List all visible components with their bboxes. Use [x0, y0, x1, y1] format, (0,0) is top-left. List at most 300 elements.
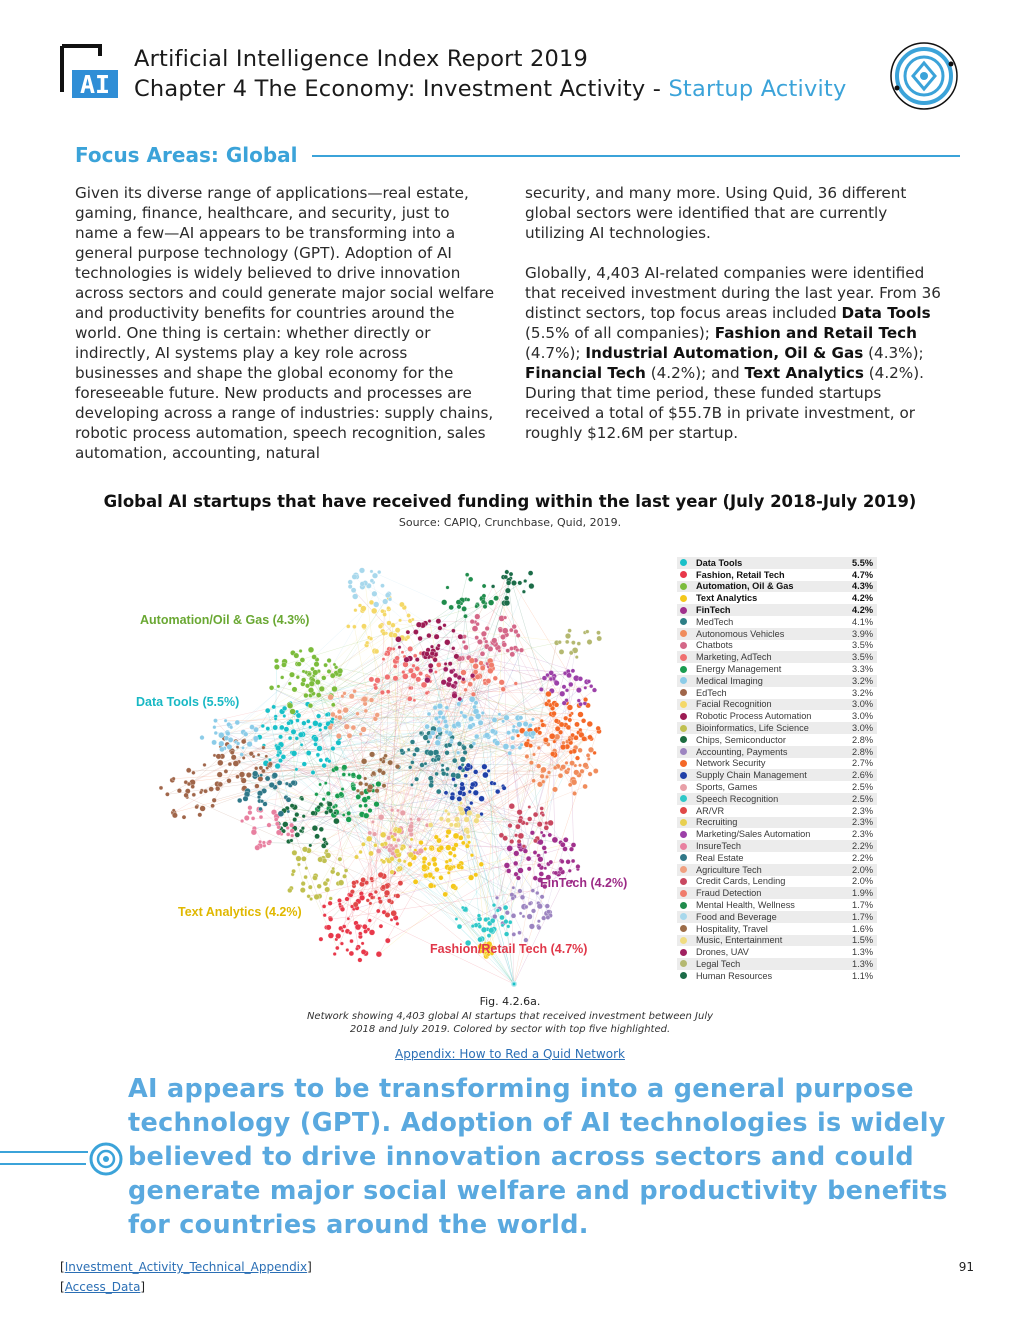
network-node — [416, 677, 421, 682]
network-node — [518, 931, 522, 935]
bracket-close: ] — [140, 1280, 146, 1294]
network-node — [533, 876, 538, 881]
network-node — [327, 669, 331, 673]
network-node — [296, 713, 301, 718]
network-node — [502, 786, 506, 790]
network-node — [184, 780, 188, 784]
network-node — [540, 774, 545, 779]
network-node — [351, 588, 356, 593]
network-node — [301, 856, 306, 861]
network-node — [512, 886, 515, 889]
network-node — [325, 713, 329, 717]
network-node — [469, 696, 475, 702]
legend-row — [677, 852, 877, 864]
network-node — [435, 772, 439, 776]
network-node — [359, 568, 365, 574]
network-node — [236, 775, 240, 779]
network-node — [301, 826, 305, 830]
network-node — [473, 663, 479, 669]
network-node — [503, 836, 508, 841]
p2-bold-fashion: Fashion and Retail Tech — [714, 324, 917, 342]
network-node — [586, 753, 590, 757]
network-node — [353, 689, 357, 693]
network-node — [331, 746, 336, 751]
network-node — [370, 570, 373, 573]
network-node — [544, 737, 549, 742]
network-node — [409, 832, 414, 837]
network-node — [306, 719, 310, 723]
network-node — [402, 673, 408, 679]
network-node — [434, 835, 439, 840]
network-node — [289, 823, 294, 828]
network-node — [474, 734, 479, 739]
network-node — [510, 745, 515, 750]
network-node — [571, 641, 575, 645]
network-node — [228, 762, 232, 766]
ai-badge-icon — [888, 40, 960, 112]
network-node — [547, 699, 551, 703]
network-node — [313, 670, 319, 676]
network-node — [394, 828, 397, 831]
network-node — [510, 893, 514, 897]
network-node — [227, 744, 232, 749]
legend-label: Fashion, Retail Tech — [696, 569, 785, 580]
legend-row — [677, 923, 877, 935]
legend-label: Accounting, Payments — [696, 746, 788, 757]
network-node — [326, 878, 330, 882]
network-node — [309, 681, 315, 687]
network-node — [544, 825, 549, 830]
legend-dot — [680, 795, 687, 802]
network-node — [568, 718, 572, 722]
network-node — [358, 781, 363, 786]
network-node — [464, 817, 470, 823]
network-node — [359, 850, 363, 854]
legend-dot — [680, 972, 687, 979]
network-node — [248, 805, 253, 810]
network-node — [345, 897, 350, 902]
network-node — [268, 758, 271, 761]
network-node — [293, 817, 297, 821]
network-node — [454, 817, 459, 822]
legend-label: MedTech — [696, 616, 734, 627]
legend-row — [677, 899, 877, 911]
network-node — [490, 729, 495, 734]
p2-text-4: (4.2%); and — [645, 364, 745, 382]
network-node — [332, 686, 338, 692]
network-node — [453, 673, 458, 678]
legend-dot — [680, 902, 687, 909]
network-node — [460, 711, 464, 715]
network-node — [429, 783, 434, 788]
network-node — [195, 805, 199, 809]
access-data-link[interactable]: Access_Data — [64, 1280, 141, 1294]
network-node — [482, 772, 488, 778]
legend-label: Speech Recognition — [696, 793, 779, 804]
network-node — [292, 850, 297, 855]
legend-dot — [680, 725, 687, 732]
network-node — [441, 600, 447, 606]
network-node — [261, 724, 265, 728]
network-node — [430, 730, 435, 735]
network-node — [548, 833, 552, 837]
network-node — [378, 814, 384, 820]
network-node — [507, 925, 511, 929]
network-node — [482, 584, 486, 588]
legend-row — [677, 758, 877, 770]
network-node — [469, 801, 473, 805]
network-node — [284, 727, 289, 732]
network-node — [430, 645, 434, 649]
network-node — [576, 864, 581, 869]
network-node — [443, 623, 447, 627]
network-node — [242, 756, 245, 759]
network-edge — [329, 594, 374, 672]
network-node — [324, 726, 328, 730]
network-node — [509, 572, 513, 576]
legend-dot — [680, 630, 687, 637]
legend-label: Autonomous Vehicles — [696, 628, 785, 639]
network-node — [311, 770, 315, 774]
network-node — [445, 750, 450, 755]
legend-row — [677, 746, 877, 758]
network-node — [427, 862, 431, 866]
network-node — [522, 915, 525, 918]
network-node — [542, 676, 547, 681]
network-node — [322, 797, 326, 801]
legend-row — [677, 687, 877, 699]
network-node — [468, 875, 474, 881]
legend-dot — [680, 960, 687, 967]
network-node — [290, 834, 294, 838]
network-node — [428, 883, 434, 889]
network-node — [321, 676, 326, 681]
appendix-link[interactable]: Appendix: How to Red a Quid Network — [395, 1047, 625, 1061]
legend-row — [677, 828, 877, 840]
network-node — [424, 651, 429, 656]
technical-appendix-link[interactable]: Investment_Activity_Technical_Appendix — [64, 1260, 308, 1274]
legend-value: 4.1% — [852, 616, 873, 627]
network-node — [525, 754, 529, 758]
network-node — [233, 761, 239, 767]
network-node — [255, 845, 260, 850]
network-node — [479, 862, 484, 867]
network-node — [397, 858, 401, 862]
network-node — [471, 692, 476, 697]
network-node — [374, 801, 380, 807]
network-node — [479, 796, 485, 802]
network-node — [379, 758, 383, 762]
network-node — [415, 657, 419, 661]
network-node — [302, 814, 306, 818]
network-node — [400, 810, 406, 816]
network-node — [332, 805, 336, 809]
network-node — [436, 727, 442, 733]
network-node — [434, 670, 437, 673]
network-node — [588, 772, 593, 777]
network-node — [323, 913, 327, 917]
network-node — [563, 716, 568, 721]
legend-row — [677, 781, 877, 793]
network-node — [419, 840, 424, 845]
network-node — [349, 951, 354, 956]
network-node — [477, 639, 482, 644]
network-node — [559, 649, 564, 654]
network-node — [449, 605, 454, 610]
network-node — [483, 604, 487, 608]
network-node — [308, 647, 314, 653]
network-node — [235, 720, 240, 725]
figure-source: Source: CAPIQ, Crunchbase, Quid, 2019. — [398, 516, 622, 529]
network-node — [298, 732, 303, 737]
network-node — [542, 846, 547, 851]
network-node — [375, 713, 380, 718]
legend-label: Automation, Oil & Gas — [696, 581, 794, 592]
network-node — [584, 686, 587, 689]
network-node — [549, 677, 553, 681]
network-node — [504, 715, 510, 721]
network-node — [475, 636, 479, 640]
legend-label: Medical Imaging — [696, 675, 763, 686]
network-node — [364, 804, 368, 808]
network-node — [565, 761, 569, 765]
network-node — [581, 718, 586, 723]
network-node — [356, 789, 360, 793]
network-node — [422, 864, 427, 869]
network-node — [461, 841, 465, 845]
network-node — [217, 772, 223, 778]
network-node — [587, 639, 592, 644]
network-node — [398, 619, 401, 622]
legend-row — [677, 887, 877, 899]
network-node — [537, 727, 540, 730]
network-node — [467, 810, 473, 816]
network-node — [265, 755, 268, 758]
network-node — [308, 726, 311, 729]
network-node — [319, 783, 322, 786]
network-node — [513, 861, 518, 866]
network-node — [192, 771, 196, 775]
legend-row — [677, 734, 877, 746]
network-node — [214, 731, 218, 735]
network-node — [468, 790, 472, 794]
network-node — [342, 874, 346, 878]
network-node — [449, 669, 454, 674]
legend-row — [677, 616, 877, 628]
network-node — [545, 821, 549, 825]
legend-dot — [680, 748, 687, 755]
network-node — [212, 798, 217, 803]
legend-label: Real Estate — [696, 852, 744, 863]
figure-number: Fig. 4.2.6a. — [479, 995, 541, 1008]
network-node — [337, 668, 343, 674]
network-node — [478, 720, 483, 725]
network-node — [567, 768, 571, 772]
network-node — [447, 871, 450, 874]
network-node — [526, 856, 531, 861]
network-node — [474, 873, 478, 877]
network-node — [579, 728, 583, 732]
network-node — [289, 672, 294, 677]
network-node — [309, 897, 312, 900]
network-node — [471, 924, 475, 928]
network-node — [558, 640, 562, 644]
network-node — [436, 662, 441, 667]
network-node — [392, 838, 396, 842]
network-node — [218, 732, 224, 738]
network-node — [398, 881, 403, 886]
network-node — [356, 712, 360, 716]
network-node — [535, 891, 539, 895]
network-node — [544, 851, 547, 854]
network-node — [304, 875, 308, 879]
network-node — [413, 654, 417, 658]
network-node — [566, 725, 571, 730]
legend-value: 3.0% — [852, 699, 873, 710]
network-node — [514, 834, 518, 838]
network-node — [342, 925, 346, 929]
legend-value: 3.3% — [852, 664, 873, 675]
network-node — [444, 809, 448, 813]
legend-dot — [680, 642, 687, 649]
network-node — [230, 750, 234, 754]
network-node — [328, 694, 334, 700]
network-node — [342, 813, 345, 816]
network-node — [520, 895, 525, 900]
network-node — [446, 829, 452, 835]
network-node — [262, 746, 266, 750]
network-node — [375, 788, 380, 793]
network-node — [588, 735, 593, 740]
network-node — [473, 790, 479, 796]
network-node — [184, 793, 189, 798]
legend-dot — [680, 843, 687, 850]
network-node — [394, 844, 398, 848]
body-right-column — [525, 183, 945, 443]
network-node — [536, 764, 541, 769]
network-node — [335, 933, 341, 939]
network-node — [501, 687, 506, 692]
network-node — [505, 588, 510, 593]
legend-value: 2.5% — [852, 782, 873, 793]
network-node — [313, 720, 319, 726]
legend-label: Credit Cards, Lending — [696, 876, 786, 887]
network-node — [370, 579, 374, 583]
network-node — [571, 669, 575, 673]
legend-dot — [680, 878, 687, 885]
network-node — [387, 606, 391, 610]
network-node — [260, 799, 264, 803]
network-node — [428, 776, 433, 781]
network-node — [445, 767, 449, 771]
network-node — [390, 856, 395, 861]
network-node — [416, 622, 422, 628]
legend-dot — [680, 618, 687, 625]
network-node — [287, 888, 292, 893]
network-node — [370, 896, 374, 900]
network-node — [404, 657, 410, 663]
network-node — [191, 785, 195, 789]
network-node — [461, 763, 464, 766]
legend-row — [677, 675, 877, 687]
network-node — [514, 629, 519, 634]
legend-row — [677, 911, 877, 923]
network-node — [439, 845, 444, 850]
network-node — [550, 752, 555, 757]
network-node — [517, 722, 523, 728]
network-node — [515, 729, 519, 733]
network-node — [369, 752, 375, 758]
network-node — [433, 862, 438, 867]
network-node — [508, 920, 512, 924]
network-node — [437, 644, 441, 648]
network-node — [447, 677, 452, 682]
network-node — [294, 653, 299, 658]
legend-label: EdTech — [696, 687, 727, 698]
network-node — [511, 580, 516, 585]
network-node — [355, 924, 361, 930]
network-node — [374, 649, 379, 654]
bracket-close: ] — [307, 1260, 312, 1274]
network-node — [269, 782, 275, 788]
network-node — [290, 829, 295, 834]
p2-text-1: (5.5% of all companies); — [525, 324, 715, 342]
legend-row — [677, 817, 877, 829]
cluster-label-automation: Automation/Oil & Gas (4.3%) — [140, 613, 310, 627]
network-node — [246, 772, 251, 777]
network-node — [428, 750, 434, 756]
network-node — [383, 612, 387, 616]
network-node — [355, 947, 359, 951]
network-node — [272, 773, 278, 779]
network-node — [407, 613, 411, 617]
network-node — [356, 774, 361, 779]
network-node — [504, 596, 509, 601]
network-node — [268, 840, 272, 844]
legend-value: 3.5% — [852, 640, 873, 651]
network-node — [542, 834, 546, 838]
network-node — [381, 885, 386, 890]
network-node — [492, 717, 497, 722]
network-node — [371, 608, 377, 614]
network-node — [460, 757, 466, 763]
network-node — [409, 845, 412, 848]
network-node — [414, 777, 418, 781]
network-node — [297, 662, 302, 667]
p2-intro: Globally, 4,403 AI-related companies were identified that received investment during the last year. From 36 distinct sectors, top focus areas included — [525, 264, 941, 322]
network-node — [433, 657, 438, 662]
network-node — [488, 668, 494, 674]
network-node — [351, 725, 356, 730]
legend-dot — [680, 866, 687, 873]
network-node — [384, 890, 390, 896]
network-node — [406, 635, 410, 639]
network-node — [423, 847, 427, 851]
network-node — [200, 735, 205, 740]
network-node — [217, 760, 223, 766]
network-node — [411, 618, 414, 621]
network-node — [492, 638, 498, 644]
network-node — [287, 703, 293, 709]
network-node — [376, 909, 380, 913]
network-edge — [494, 753, 510, 929]
network-node — [465, 830, 469, 834]
network-node — [528, 902, 532, 906]
network-node — [346, 624, 350, 628]
network-node — [454, 654, 459, 659]
network-node — [312, 825, 318, 831]
network-node — [354, 608, 358, 612]
